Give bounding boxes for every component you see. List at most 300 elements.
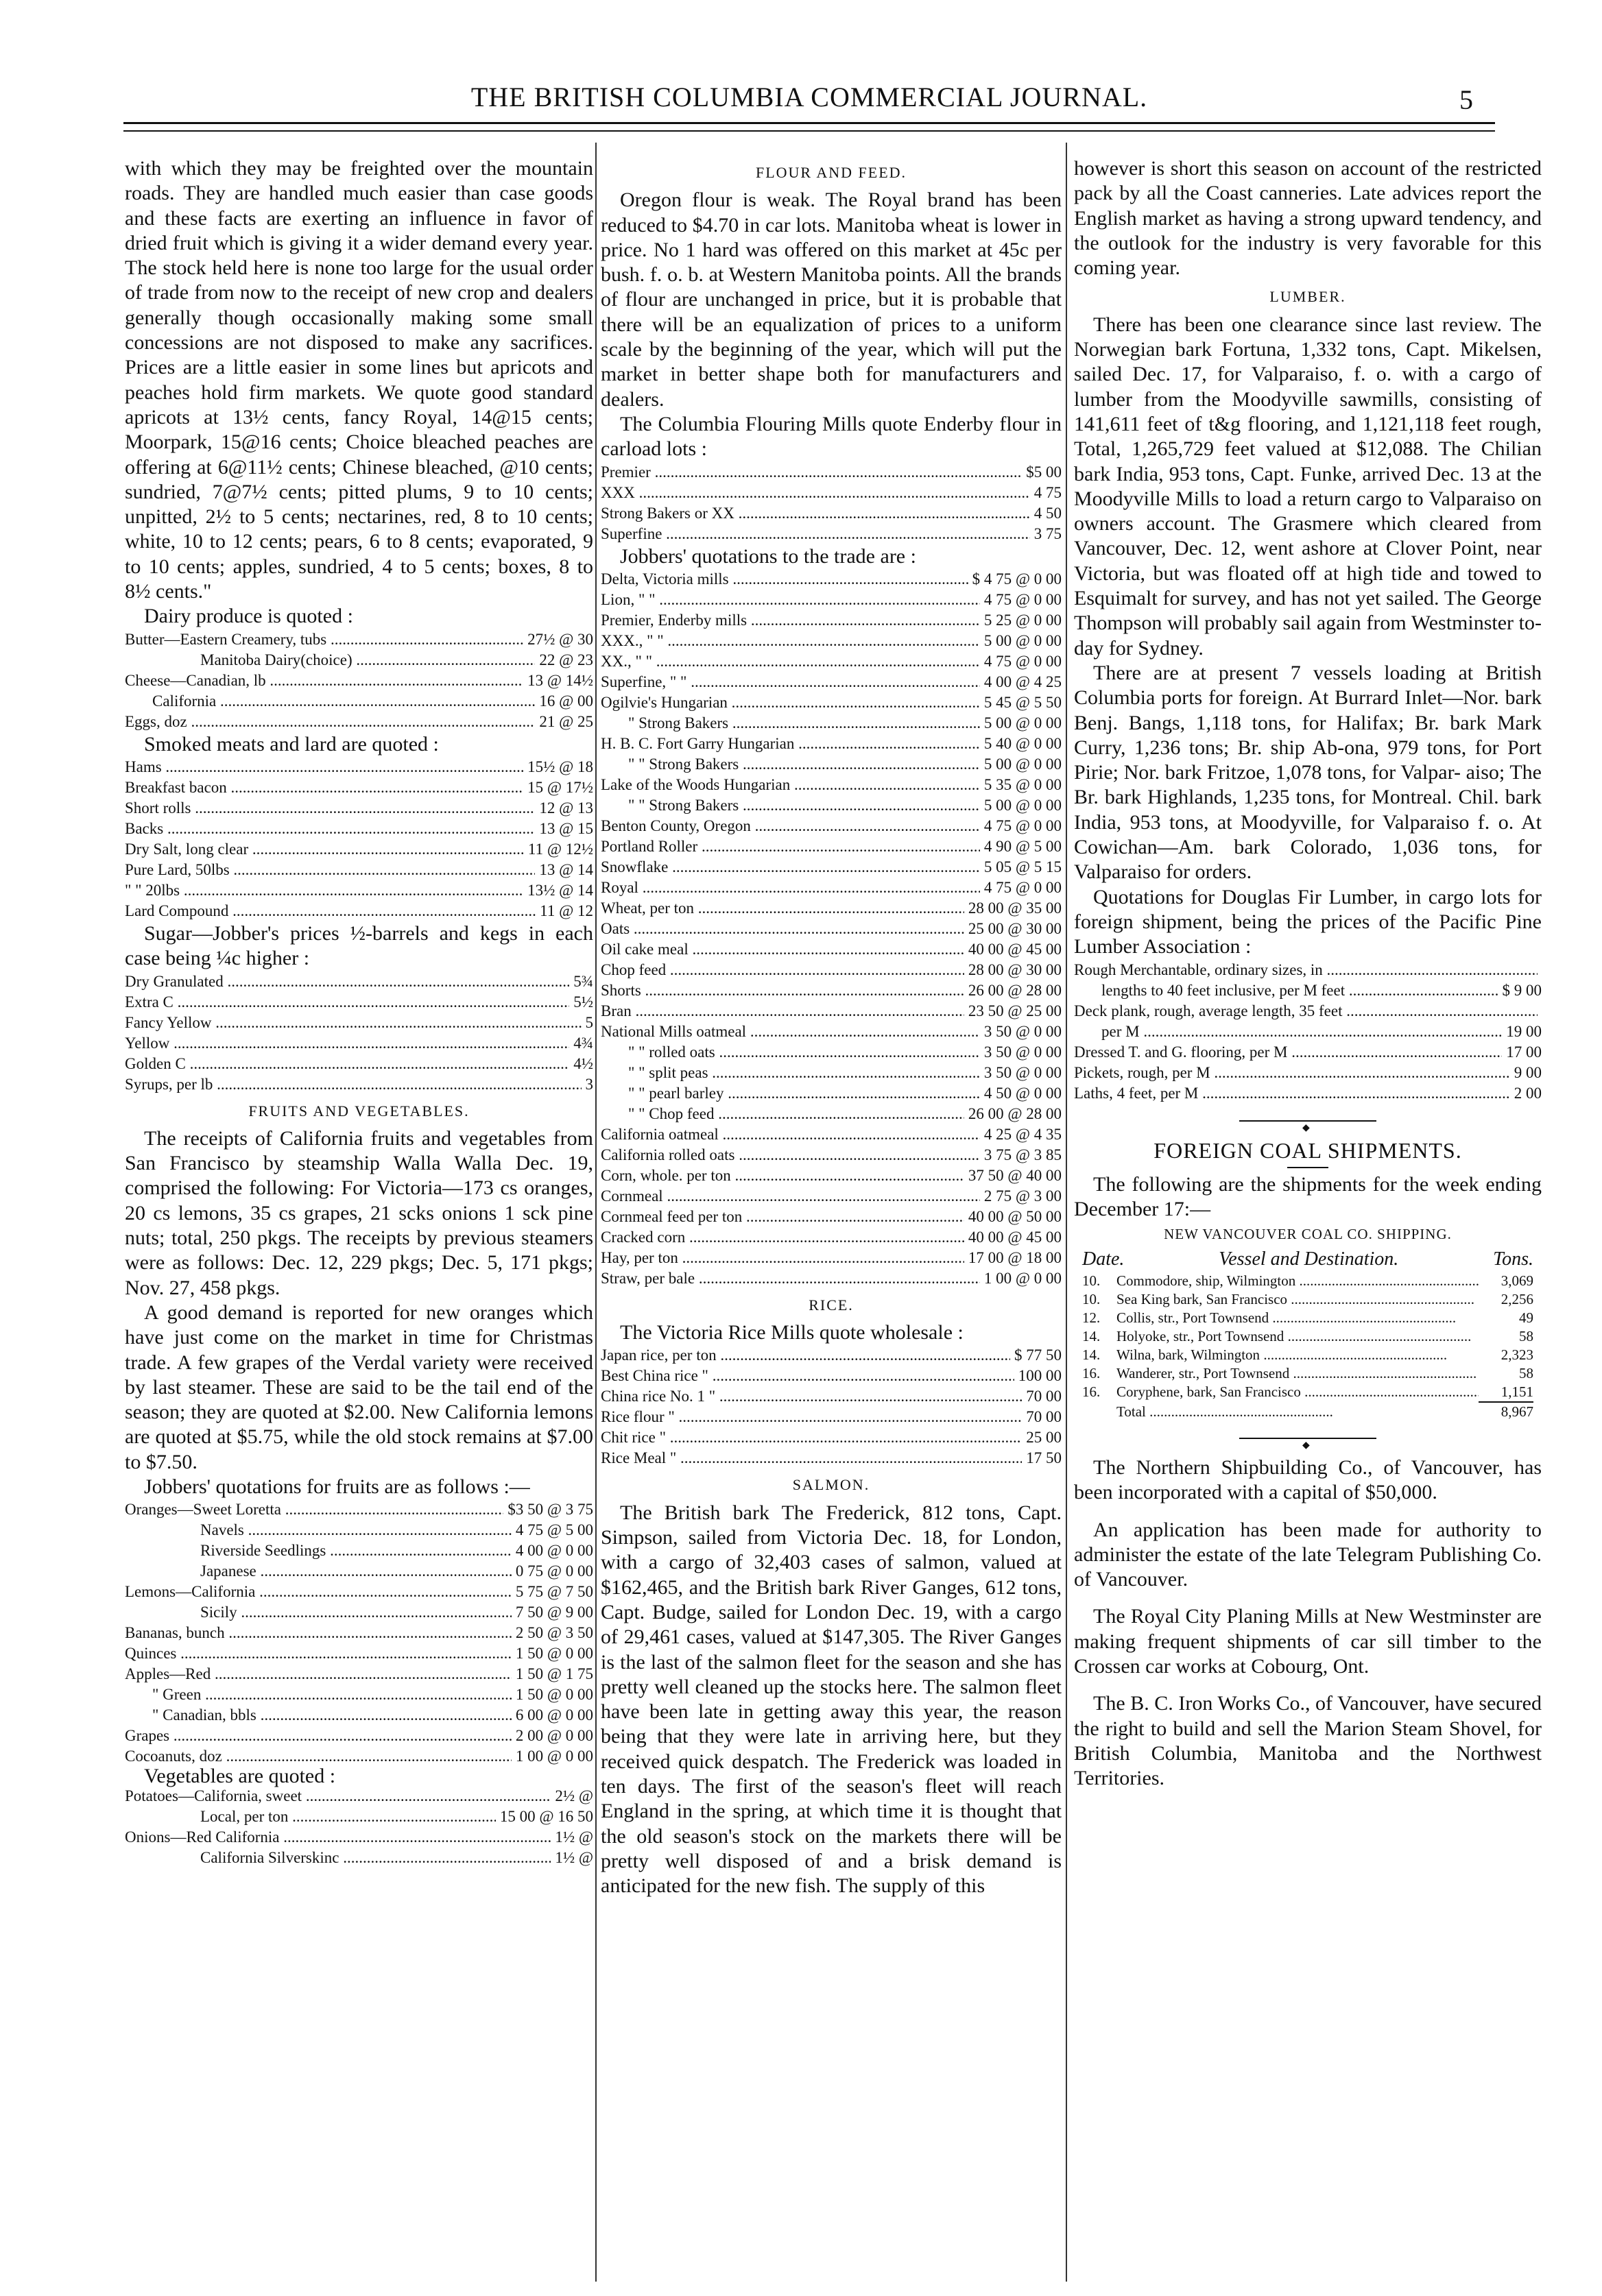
price-row	[601, 1022, 1062, 1042]
coal-table-header	[1074, 1247, 1542, 1272]
price-item-value: 4 00 @ 0 00	[515, 1542, 593, 1560]
price-item-value: 26 00 @ 28 00	[968, 981, 1062, 999]
price-item-label: California rolled oats .....	[601, 1145, 980, 1165]
dairy-price-table	[125, 629, 593, 732]
price-item-label: National Mills oatmeal .....	[601, 1022, 980, 1042]
price-item-value: 4 25 @ 4 35	[983, 1125, 1062, 1143]
price-item-value: 2 50 @ 3 50	[515, 1624, 593, 1642]
price-item-label: Best China rice " .....	[601, 1366, 1014, 1386]
price-row	[601, 960, 1062, 980]
price-row	[1074, 1022, 1542, 1042]
price-row	[601, 919, 1062, 939]
price-row	[601, 734, 1062, 754]
price-row	[125, 629, 593, 650]
price-item-value: 25 00 @ 30 00	[968, 919, 1062, 937]
price-row	[601, 692, 1062, 713]
price-item-label: Eggs, doz .....	[125, 712, 535, 732]
price-item-label: Manitoba Dairy(choice) .....	[125, 650, 535, 670]
price-item-value: 15 @ 17½	[527, 778, 593, 796]
price-row	[125, 1561, 593, 1582]
price-item-value: 1 00 @ 0 00	[515, 1748, 593, 1765]
price-item-value: 11 @ 12½	[527, 840, 593, 858]
price-item-label: Yellow .....	[125, 1033, 569, 1054]
coal-company-heading: NEW VANCOUVER COAL CO. SHIPPING.	[1164, 1226, 1452, 1243]
coal-col-tons: Tons.	[1493, 1248, 1533, 1270]
flour-paragraph: Oregon flour is weak. The Royal brand has been reduced to $4.70 in car lots. Manitoba wheat is lower in price. No 1 hard was offered on this market at 45c per bush. f. o. b. at Western Manitoba points. All the brands of flour are unchanged in price, but it is probable that there will be an equalization of prices to a uniform scale by the beginning of the year, which will put the market in better shape both for manufacturers and dealers.	[601, 189, 1062, 411]
price-item-label: Superfine, " " .....	[601, 672, 980, 692]
price-item-label: Chop feed .....	[601, 960, 964, 980]
price-item-label: H. B. C. Fort Garry Hungarian .....	[601, 734, 980, 754]
price-row	[125, 1602, 593, 1623]
price-row	[601, 1448, 1062, 1469]
vessels-loading-paragraph: There are at present 7 vessels loading at British Columbia ports for foreign. At Burrard Inlet—Nor. bark Benj. Bangs, 1,118 tons, for Halifax; Br. bark Mark Curry, 1,236 tons; Br. ship Ab-ona, 979 tons, for Port Pirie; Nor. bark Fritzoe, 1,078 tons, for Valpar- aiso; The Br. bark Highlands, 1,235 tons, for Montreal. Chil. bark India, 953 tons, at Moodyville, for Valparaiso f. o. At Cowichan—Am. bark Colorado, 1,036 tons, for Valparaiso for orders.	[1074, 661, 1542, 884]
coal-shipment-row	[1074, 1383, 1542, 1401]
price-item-label: Japanese .....	[125, 1561, 512, 1582]
price-item-value: 28 00 @ 30 00	[968, 960, 1062, 978]
fir-lumber-intro: Quotations for Douglas Fir Lumber, in cargo lots for foreign shipment, being the prices of the Pacific Pine Lumber Association :	[1074, 885, 1542, 958]
price-item-value: 5 00 @ 0 00	[983, 796, 1062, 814]
price-row	[125, 1013, 593, 1033]
price-row	[125, 1520, 593, 1540]
sugar-intro: Sugar—Jobber's prices ½-barrels and kegs in each case being ¼c higher :	[125, 921, 593, 970]
coal-tons: 1,151	[1501, 1383, 1533, 1400]
price-row	[125, 971, 593, 992]
price-item-label: " " 20lbs .....	[125, 880, 523, 901]
price-row	[601, 795, 1062, 816]
short-rule	[1287, 1167, 1328, 1168]
price-item-value: 12 @ 13	[539, 799, 593, 817]
price-item-label: Deck plank, rough, average length, 35 feet .....	[1074, 1001, 1538, 1022]
price-item-label: Rice Meal " .....	[601, 1448, 1022, 1469]
price-row	[1074, 1063, 1542, 1083]
coal-date: 10.	[1082, 1272, 1101, 1289]
price-row	[125, 819, 593, 839]
price-item-label: Short rolls .....	[125, 798, 535, 819]
price-item-value: 1½ @	[555, 1828, 593, 1846]
price-row	[601, 1083, 1062, 1104]
enderby-flour-table	[601, 462, 1062, 544]
ornamental-rule	[1239, 1120, 1376, 1133]
diamond-ornament-icon: ◆	[1302, 1440, 1310, 1451]
price-item-value: 13 @ 15	[539, 819, 593, 837]
price-row	[125, 860, 593, 880]
price-item-label: " " Strong Bakers .....	[601, 795, 980, 816]
price-item-label: Navels .....	[125, 1520, 512, 1540]
price-row	[601, 1145, 1062, 1165]
price-item-label: " " Chop feed .....	[601, 1104, 964, 1124]
masthead-rule	[123, 122, 1495, 124]
price-item-label: Rough Merchantable, ordinary sizes, in .....	[1074, 960, 1538, 980]
sugar-price-table	[125, 971, 593, 1095]
coal-vessel: Coryphene, bark, San Francisco .....	[1116, 1383, 1479, 1401]
price-row	[125, 1499, 593, 1520]
column-divider	[595, 143, 597, 2282]
price-item-label: Bran .....	[601, 1001, 964, 1022]
price-item-value: $3 50 @ 3 75	[507, 1501, 593, 1519]
page-number: 5	[1459, 84, 1473, 115]
price-item-value: 3 50 @ 0 00	[983, 1022, 1062, 1040]
price-item-value: $ 4 75 @ 0 00	[972, 570, 1062, 588]
section-heading-rice: RICE.	[809, 1296, 854, 1314]
price-row	[601, 775, 1062, 795]
price-item-value: 6 00 @ 0 00	[515, 1706, 593, 1724]
price-row	[125, 650, 593, 670]
price-item-value: 5 25 @ 0 00	[983, 611, 1062, 629]
price-item-value: 4 75 @ 0 00	[983, 590, 1062, 608]
price-row	[601, 980, 1062, 1001]
price-item-label: Chit rice " .....	[601, 1427, 1022, 1448]
coal-date: 10.	[1082, 1290, 1101, 1307]
planing-mills-paragraph: The Royal City Planing Mills at New Westminster are making frequent shipments of car sill timber to the Crossen car works at Cobourg, Ont.	[1074, 1605, 1542, 1678]
price-row	[601, 754, 1062, 775]
price-item-value: $ 77 50	[1014, 1346, 1062, 1364]
price-item-value: 4 75	[1033, 483, 1062, 501]
price-row	[601, 1207, 1062, 1227]
price-item-value: 2 00 @ 0 00	[515, 1727, 593, 1745]
price-item-value: 4¾	[573, 1034, 593, 1052]
price-row	[601, 1248, 1062, 1268]
coal-tons: 3,069	[1501, 1272, 1533, 1289]
price-item-label: Ogilvie's Hungarian .....	[601, 692, 980, 713]
price-item-value: 22 @ 23	[539, 651, 593, 668]
price-row	[601, 898, 1062, 919]
price-item-label: Premier, Enderby mills .....	[601, 610, 980, 631]
price-item-label: Pickets, rough, per M .....	[1074, 1063, 1510, 1083]
price-item-label: " Green .....	[125, 1684, 512, 1705]
coal-vessel: Holyoke, str., Port Townsend .....	[1116, 1327, 1479, 1346]
price-item-label: Oats .....	[601, 919, 964, 939]
price-row	[125, 1540, 593, 1561]
price-item-label: " " rolled oats .....	[601, 1042, 980, 1063]
price-row	[1074, 960, 1542, 980]
price-item-value: $5 00	[1026, 463, 1062, 481]
price-item-value: 5 05 @ 5 15	[983, 858, 1062, 875]
price-row	[125, 1074, 593, 1095]
price-row	[601, 1104, 1062, 1124]
price-row	[125, 712, 593, 732]
price-item-label: Bananas, bunch .....	[125, 1623, 512, 1643]
price-item-label: Hay, per ton .....	[601, 1248, 964, 1268]
price-item-label: Cornmeal feed per ton .....	[601, 1207, 964, 1227]
price-item-value: 27½ @ 30	[527, 630, 593, 648]
price-item-value: 13½ @ 14	[527, 881, 593, 899]
price-row	[125, 901, 593, 921]
rice-intro: The Victoria Rice Mills quote wholesale :	[620, 1321, 964, 1344]
price-row	[601, 1268, 1062, 1289]
price-item-label: Lard Compound .....	[125, 901, 536, 921]
price-item-value: 5	[585, 1013, 593, 1031]
price-row	[125, 1726, 593, 1746]
price-item-label: per M .....	[1074, 1022, 1502, 1042]
price-row	[601, 816, 1062, 836]
price-item-label: XXX., " " .....	[601, 631, 980, 651]
section-heading-fruits: FRUITS AND VEGETABLES.	[248, 1102, 470, 1120]
price-item-value: 0 75 @ 0 00	[515, 1562, 593, 1580]
price-item-label: Rice flour " .....	[601, 1407, 1022, 1427]
ornamental-rule	[1239, 1438, 1376, 1451]
coal-tons: 58	[1519, 1364, 1533, 1381]
price-item-value: 3 50 @ 0 00	[983, 1063, 1062, 1081]
coal-shipment-row	[1074, 1364, 1542, 1383]
price-item-label: lengths to 40 feet inclusive, per M feet .....	[1074, 980, 1498, 1001]
price-item-label: Fancy Yellow .....	[125, 1013, 582, 1033]
meats-intro: Smoked meats and lard are quoted :	[144, 732, 439, 756]
price-row	[125, 757, 593, 777]
price-row	[601, 503, 1062, 524]
price-item-label: Lemons—California .....	[125, 1582, 512, 1602]
price-row	[601, 1227, 1062, 1248]
price-row	[601, 483, 1062, 503]
coal-date: 16.	[1082, 1364, 1101, 1381]
coal-intro: The following are the shipments for the week ending December 17:—	[1074, 1172, 1542, 1221]
price-row	[125, 1848, 593, 1868]
coal-vessel: Wanderer, str., Port Townsend .....	[1116, 1364, 1479, 1383]
price-row	[601, 713, 1062, 734]
coal-date: 14.	[1082, 1346, 1101, 1363]
coal-shipment-row	[1074, 1327, 1542, 1346]
price-item-label: California .....	[125, 691, 535, 712]
price-row	[125, 1054, 593, 1074]
price-item-value: 2 75 @ 3 00	[983, 1187, 1062, 1205]
price-item-label: Dressed T. and G. flooring, per M .....	[1074, 1042, 1502, 1063]
price-row	[125, 691, 593, 712]
masthead-rule-thin	[123, 130, 1495, 132]
price-item-label: Benton County, Oregon .....	[601, 816, 980, 836]
price-item-label: Hams .....	[125, 757, 523, 777]
price-item-value: 13 @ 14½	[527, 671, 593, 689]
price-row	[601, 1001, 1062, 1022]
price-item-label: Dry Granulated .....	[125, 971, 569, 992]
price-row	[601, 1407, 1062, 1427]
price-item-value: 28 00 @ 35 00	[968, 899, 1062, 917]
price-item-label: China rice No. 1 " .....	[601, 1386, 1022, 1407]
price-item-value: 2 00	[1514, 1084, 1542, 1102]
price-item-value: 5 75 @ 7 50	[515, 1583, 593, 1601]
diamond-ornament-icon: ◆	[1302, 1122, 1310, 1133]
coal-shipment-row	[1074, 1290, 1542, 1309]
price-item-label: Snowflake .....	[601, 857, 980, 878]
price-item-label: Royal .....	[601, 878, 980, 898]
section-heading-flour: FLOUR AND FEED.	[755, 164, 907, 181]
rice-price-table	[601, 1345, 1062, 1469]
coal-date: 16.	[1082, 1383, 1101, 1400]
price-item-value: 15½ @ 18	[527, 758, 593, 775]
price-row	[125, 880, 593, 901]
price-item-label: Laths, 4 feet, per M .....	[1074, 1083, 1510, 1104]
price-item-label: Oranges—Sweet Loretta .....	[125, 1499, 503, 1520]
coal-col-date: Date.	[1082, 1248, 1125, 1270]
price-item-label: " Canadian, bbls .....	[125, 1705, 512, 1726]
price-item-label: Shorts .....	[601, 980, 964, 1001]
price-item-label: Extra C .....	[125, 992, 569, 1013]
price-item-value: 17 00 @ 18 00	[968, 1248, 1062, 1266]
coal-shipment-row	[1074, 1272, 1542, 1290]
price-item-value: 37 50 @ 40 00	[968, 1166, 1062, 1184]
price-row	[1074, 1042, 1542, 1063]
price-row	[125, 670, 593, 691]
price-item-value: 16 @ 00	[539, 692, 593, 710]
price-item-label: Straw, per bale .....	[601, 1268, 980, 1289]
price-item-value: 25 00	[1026, 1429, 1062, 1447]
price-item-value: 4½	[573, 1054, 593, 1072]
coal-tons: 2,256	[1501, 1290, 1533, 1307]
vegetable-price-table	[125, 1786, 593, 1868]
telegram-paragraph: An application has been made for authority to administer the estate of the late Telegram Publishing Co. of Vancouver.	[1074, 1518, 1542, 1591]
jobbers-intro: Jobbers' quotations to the trade are :	[620, 544, 916, 568]
price-item-label: Golden C .....	[125, 1054, 569, 1074]
price-item-value: 3 75 @ 3 85	[983, 1146, 1062, 1163]
price-row	[601, 1165, 1062, 1186]
price-item-label: Lake of the Woods Hungarian .....	[601, 775, 980, 795]
price-row	[601, 878, 1062, 898]
price-item-value: 5 00 @ 0 00	[983, 755, 1062, 773]
price-item-value: 5 00 @ 0 00	[983, 714, 1062, 732]
price-row	[1074, 1001, 1542, 1022]
price-item-label: California Silverskinc .....	[125, 1848, 551, 1868]
price-item-label: Oil cake meal .....	[601, 939, 964, 960]
price-item-value: 5¾	[573, 972, 593, 990]
price-item-value: 5 45 @ 5 50	[983, 693, 1062, 711]
salmon-continued-paragraph: however is short this season on account of the restricted pack by all the Coast canneries. Late advices report the English market as having a strong upward tendency, and the outlook for the industry is very favorable for this coming year.	[1074, 157, 1542, 280]
price-row	[601, 1186, 1062, 1207]
section-heading-lumber: LUMBER.	[1269, 288, 1346, 306]
price-row	[601, 1366, 1062, 1386]
price-row	[601, 939, 1062, 960]
price-item-label: Dry Salt, long clear .....	[125, 839, 524, 860]
coal-tons: 49	[1519, 1309, 1533, 1326]
coal-total-label: Total .....	[1116, 1403, 1479, 1421]
price-item-value: 17 00	[1506, 1043, 1542, 1061]
column-divider	[1066, 143, 1067, 2282]
coal-date: 12.	[1082, 1309, 1101, 1326]
column-2	[601, 156, 1062, 2275]
price-item-label: Delta, Victoria mills .....	[601, 569, 968, 590]
price-item-label: Syrups, per lb .....	[125, 1074, 582, 1095]
price-item-label: XXX .....	[601, 483, 1030, 503]
price-item-label: Wheat, per ton .....	[601, 898, 964, 919]
price-row	[125, 1827, 593, 1848]
fruit-quotes-intro: Jobbers' quotations for fruits are as follows :—	[144, 1475, 530, 1498]
price-row	[125, 798, 593, 819]
coal-vessel: Collis, str., Port Townsend .....	[1116, 1309, 1479, 1327]
price-item-label: Portland Roller .....	[601, 836, 980, 857]
price-item-value: 1½ @	[555, 1849, 593, 1867]
coal-shipment-row	[1074, 1309, 1542, 1327]
price-row	[125, 777, 593, 798]
price-row	[601, 462, 1062, 483]
price-item-value: 4 75 @ 0 00	[983, 817, 1062, 834]
price-item-value: 1 50 @ 1 75	[515, 1665, 593, 1683]
section-heading-coal: FOREIGN COAL SHIPMENTS.	[1153, 1137, 1462, 1163]
price-row	[601, 610, 1062, 631]
price-item-label: Potatoes—California, sweet .....	[125, 1786, 551, 1806]
price-row	[601, 1063, 1062, 1083]
price-row	[601, 1386, 1062, 1407]
vegetables-intro: Vegetables are quoted :	[144, 1765, 336, 1788]
price-row	[125, 1664, 593, 1684]
price-item-value: 100 00	[1018, 1367, 1062, 1385]
price-row	[601, 672, 1062, 692]
price-row	[125, 992, 593, 1013]
price-row	[601, 1124, 1062, 1145]
meats-price-table	[125, 757, 593, 921]
price-row	[601, 524, 1062, 544]
price-item-value: $ 9 00	[1502, 981, 1542, 999]
price-row	[601, 1345, 1062, 1366]
price-item-value: 5 00 @ 0 00	[983, 631, 1062, 649]
masthead-title: THE BRITISH COLUMBIA COMMERCIAL JOURNAL.	[470, 82, 1148, 112]
coal-total-value: 8,967	[1501, 1403, 1533, 1420]
price-item-label: Butter—Eastern Creamery, tubs .....	[125, 629, 523, 650]
price-item-label: California oatmeal .....	[601, 1124, 980, 1145]
fruit-demand-paragraph: A good demand is reported for new oranges which have just come on the market in time for Christmas trade. A few grapes of the Verdal variety were received by last steamer. These are said to be the tail end of the season; they are quoted at $2.00. New California lemons are quoted at $5.75, while the old stock remains at $7.00 to $7.50.	[125, 1301, 593, 1473]
price-item-label: Grapes .....	[125, 1726, 512, 1746]
price-item-value: 19 00	[1506, 1022, 1542, 1040]
fruit-receipts-paragraph: The receipts of California fruits and vegetables from San Francisco by steamship Walla Walla Dec. 19, comprised the following: For Victoria—173 cs oranges, 20 cs lemons, 35 cs grapes, 21 scks onions 1 sck pine nuts; total, 250 pkgs. The receipts by previous steamers were as follows: Dec. 12, 229 pkgs; Dec. 5, 171 pkgs; Nov. 27, 458 pkgs.	[125, 1126, 593, 1299]
price-item-label: Pure Lard, 50lbs .....	[125, 860, 535, 880]
price-item-value: 17 50	[1026, 1449, 1062, 1467]
price-row	[601, 857, 1062, 878]
price-item-value: 4 90 @ 5 00	[983, 837, 1062, 855]
price-row	[601, 651, 1062, 672]
price-item-label: Onions—Red California .....	[125, 1827, 551, 1848]
price-row	[601, 590, 1062, 610]
price-item-value: 5 40 @ 0 00	[983, 734, 1062, 752]
coal-total-row	[1074, 1403, 1542, 1421]
lumber-price-table	[1074, 960, 1542, 1104]
price-item-label: Riverside Seedlings .....	[125, 1540, 512, 1561]
price-item-label: Superfine .....	[601, 524, 1030, 544]
price-item-value: 5½	[573, 993, 593, 1011]
price-item-value: 13 @ 14	[539, 860, 593, 878]
price-item-value: 4 75 @ 5 00	[515, 1521, 593, 1539]
price-item-value: 11 @ 12	[540, 902, 593, 919]
price-row	[1074, 1083, 1542, 1104]
price-row	[125, 1033, 593, 1054]
price-item-label: Premier .....	[601, 462, 1022, 483]
price-item-label: Japan rice, per ton .....	[601, 1345, 1010, 1366]
enderby-intro: The Columbia Flouring Mills quote Enderby flour in carload lots :	[601, 412, 1062, 461]
price-item-label: Apples—Red .....	[125, 1664, 512, 1684]
price-item-value: 15 00 @ 16 50	[499, 1808, 593, 1826]
price-item-value: 26 00 @ 28 00	[968, 1104, 1062, 1122]
price-item-label: Breakfast bacon .....	[125, 777, 523, 798]
price-item-value: 3 75	[1033, 524, 1062, 542]
jobbers-flour-feed-table	[601, 569, 1062, 1289]
coal-vessel: Sea King bark, San Francisco .....	[1116, 1290, 1479, 1309]
price-row	[125, 1684, 593, 1705]
price-row	[1074, 980, 1542, 1001]
price-row	[125, 1623, 593, 1643]
coal-vessel: Wilna, bark, Wilmington .....	[1116, 1346, 1479, 1364]
price-item-value: 40 00 @ 50 00	[968, 1207, 1062, 1225]
price-item-label: " " Strong Bakers .....	[601, 754, 980, 775]
price-row	[601, 631, 1062, 651]
price-item-value: 4 50	[1033, 504, 1062, 522]
price-item-value: 40 00 @ 45 00	[968, 1228, 1062, 1246]
price-row	[125, 1705, 593, 1726]
price-item-value: 23 50 @ 25 00	[968, 1002, 1062, 1019]
iron-works-paragraph: The B. C. Iron Works Co., of Vancouver, have secured the right to build and sell the Marion Steam Shovel, for British Columbia, Manitoba and the Northwest Territories.	[1074, 1692, 1542, 1790]
section-heading-salmon: SALMON.	[792, 1476, 870, 1494]
coal-tons: 2,323	[1501, 1346, 1533, 1363]
price-item-value: 4 75 @ 0 00	[983, 878, 1062, 896]
price-item-label: Cornmeal .....	[601, 1186, 980, 1207]
coal-vessel: Commodore, ship, Wilmington .....	[1116, 1272, 1479, 1290]
price-item-value: 4 50 @ 0 00	[983, 1084, 1062, 1102]
price-row	[125, 1746, 593, 1767]
price-item-label: " Strong Bakers .....	[601, 713, 980, 734]
